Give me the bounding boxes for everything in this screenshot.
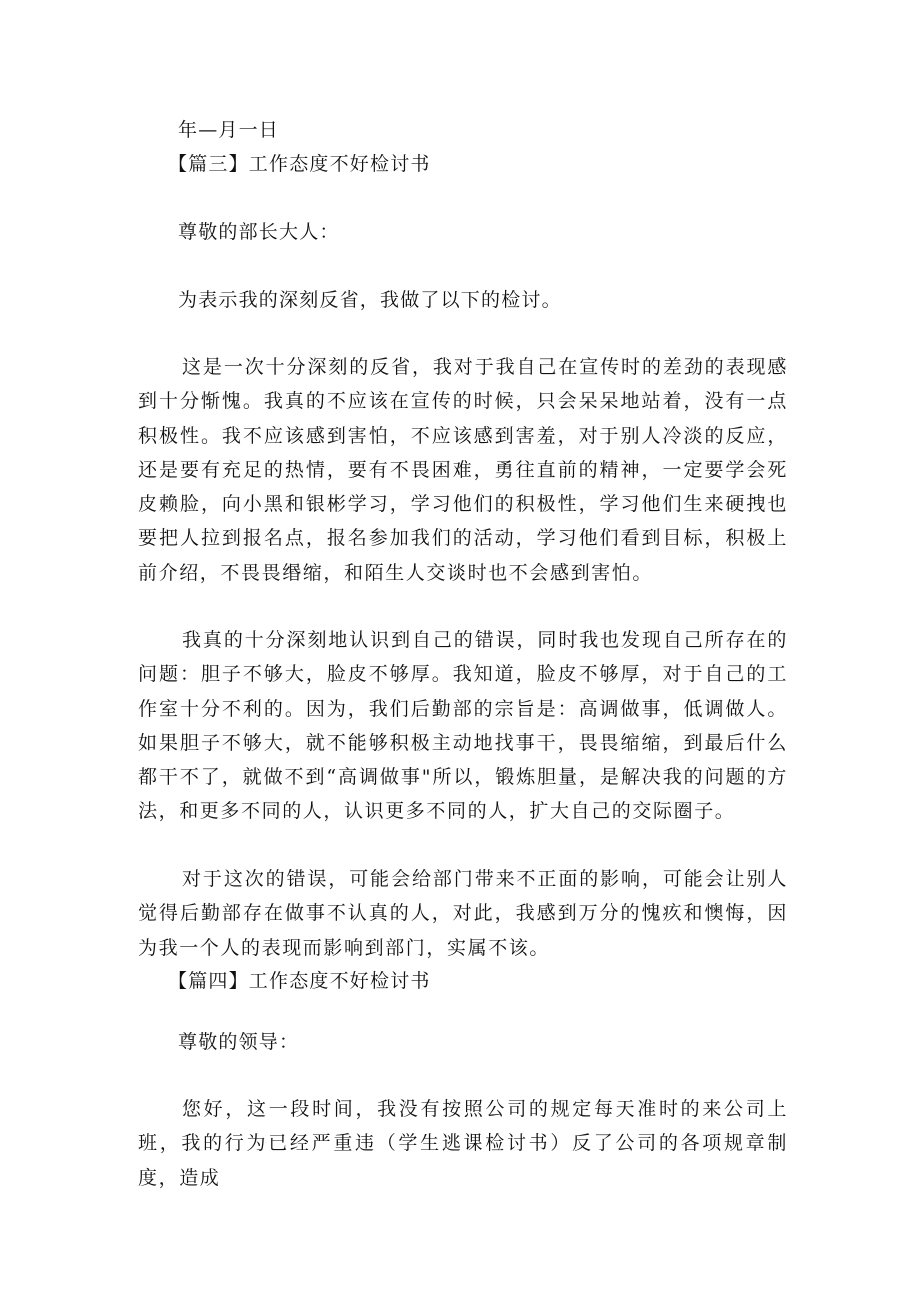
body-paragraph-4-1: 您好，这一段时间，我没有按照公司的规定每天准时的来公司上班，我的行为已经严重违（学生逃课检讨书）反了公司的各项规章制度，造成: [138, 1098, 788, 1189]
body-paragraph-3-3: 对于这次的错误，可能会给部门带来不正面的影响，可能会让别人觉得后勤部存在做事不认真的人，对此，我感到万分的愧疚和懊悔，因为我一个人的表现而影响到部门，实属不该。: [138, 868, 788, 959]
body-paragraph-3-2: 我真的十分深刻地认识到自己的错误，同时我也发现自己所存在的问题：胆子不够大，脸皮不够厚。我知道，脸皮不够厚，对于自己的工作室十分不利的。因为，我们后勤部的宗旨是：高调做事，低调做人。如果胆子不够大，就不能够积极主动地找事干，畏畏缩缩，到最后什么都干不了，就做不到“高调做事"所以，锻炼胆量，是解决我的问题的方法，和更多不同的人，认识更多不同的人，扩大自己的交际圈子。: [138, 629, 788, 823]
section-title-4: 【篇四】工作态度不好检讨书: [168, 970, 431, 992]
salutation-4: 尊敬的领导：: [178, 1031, 300, 1053]
salutation-3: 尊敬的部长大人：: [178, 221, 340, 243]
body-paragraph-3-1: 这是一次十分深刻的反省，我对于我自己在宣传时的差劲的表现感到十分惭愧。我真的不应该在宣传的时候，只会呆呆地站着，没有一点积极性。我不应该感到害怕，不应该感到害羞，对于别人冷淡的反应，还是要有充足的热情，要有不畏困难，勇往直前的精神，一定要学会死皮赖脸，向小黑和银彬学习，学习他们的积极性，学习他们生来硬拽也要把人拉到报名点，报名参加我们的活动，学习他们看到目标，积极上前介绍，不畏畏缗缩，和陌生人交谈时也不会感到害怕。: [138, 356, 788, 584]
intro-paragraph-3: 为表示我的深刻反省，我做了以下的检讨。: [178, 289, 562, 311]
section-title-3: 【篇三】工作态度不好检讨书: [168, 153, 431, 175]
date-line: 年—月一日: [178, 119, 280, 141]
